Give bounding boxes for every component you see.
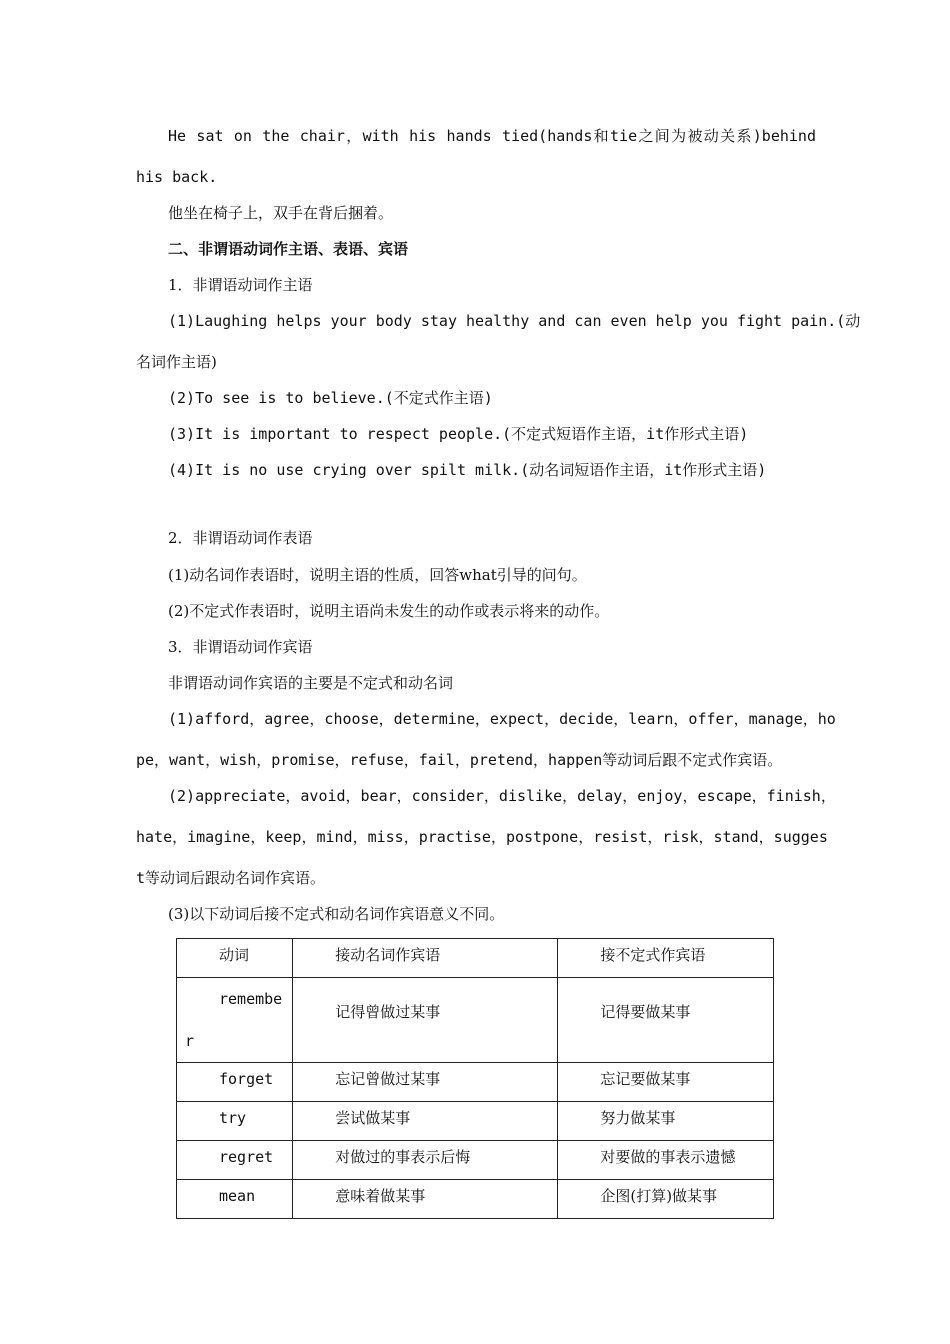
infinitive-verbs-line-1: (1)afford，agree，choose，determine，expect，decide，learn，offer，manage，ho <box>168 710 836 728</box>
gerund-meaning: 记得曾做过某事 <box>335 1003 441 1021</box>
table-row <box>177 1141 774 1180</box>
table-header-row <box>177 939 774 978</box>
subject-example-1: (1)Laughing helps your body stay healthy and can even help you fight pain.(动 <box>168 312 861 330</box>
verb-cell: regret <box>219 1148 274 1166</box>
header-verb: 动词 <box>219 946 250 964</box>
example-sentence-cont: his back. <box>136 168 218 186</box>
table-row <box>177 1102 774 1141</box>
header-gerund: 接动名词作宾语 <box>335 946 441 964</box>
subject-example-4: (4)It is no use crying over spilt milk.(动名词短语作主语，it作形式主语) <box>168 461 767 479</box>
gerund-verbs-line-1: (2)appreciate，avoid，bear，consider，dislike，delay，enjoy，escape，finish， <box>168 787 836 805</box>
verb-cell: remembe r <box>185 990 283 1050</box>
verb-comparison-table <box>176 938 774 1219</box>
table-row <box>177 1063 774 1102</box>
gerund-meaning: 意味着做某事 <box>335 1187 426 1205</box>
subsection-heading-1: 1．非谓语动词作主语 <box>168 276 313 294</box>
infinitive-meaning: 忘记要做某事 <box>600 1070 691 1088</box>
verb-cell: try <box>219 1109 247 1127</box>
subject-example-3: (3)It is important to respect people.(不定式短语作主语，it作形式主语) <box>168 425 749 443</box>
predicative-rule-2: (2)不定式作表语时，说明主语尚未发生的动作或表示将来的动作。 <box>168 602 610 620</box>
infinitive-meaning: 记得要做某事 <box>600 1003 691 1021</box>
table-intro: (3)以下动词后接不定式和动名词作宾语意义不同。 <box>168 905 505 923</box>
example-sentence: He sat on the chair，with his hands tied(hands和tie之间为被动关系)behind <box>168 127 816 145</box>
infinitive-verbs-line-2: pe，want，wish，promise，refuse，fail，pretend，happen等动词后跟不定式作宾语。 <box>136 751 783 769</box>
subject-example-1-cont: 名词作主语) <box>136 353 217 371</box>
verb-cell: mean <box>219 1187 256 1205</box>
table-row <box>177 978 774 1063</box>
verb-cell: forget <box>219 1070 274 1088</box>
gerund-meaning: 对做过的事表示后悔 <box>335 1148 471 1166</box>
example-translation: 他坐在椅子上，双手在背后捆着。 <box>168 204 394 222</box>
section-heading: 二、非谓语动词作主语、表语、宾语 <box>168 240 409 258</box>
infinitive-meaning: 努力做某事 <box>600 1109 676 1127</box>
gerund-verbs-line-2: hate，imagine，keep，mind，miss，practise，postpone，resist，risk，stand，sugges <box>136 828 828 846</box>
object-intro: 非谓语动词作宾语的主要是不定式和动名词 <box>168 674 454 692</box>
header-infinitive: 接不定式作宾语 <box>600 946 706 964</box>
infinitive-meaning: 对要做的事表示遗憾 <box>600 1148 736 1166</box>
subsection-heading-3: 3．非谓语动词作宾语 <box>168 638 313 656</box>
gerund-meaning: 忘记曾做过某事 <box>335 1070 441 1088</box>
predicative-rule-1: (1)动名词作表语时，说明主语的性质，回答what引导的问句。 <box>168 566 587 584</box>
table-row <box>177 1180 774 1219</box>
gerund-verbs-line-3: t等动词后跟动名词作宾语。 <box>136 869 326 887</box>
subject-example-2: (2)To see is to believe.(不定式作主语) <box>168 389 493 407</box>
infinitive-meaning: 企图(打算)做某事 <box>600 1187 718 1205</box>
subsection-heading-2: 2．非谓语动词作表语 <box>168 529 313 547</box>
gerund-meaning: 尝试做某事 <box>335 1109 411 1127</box>
